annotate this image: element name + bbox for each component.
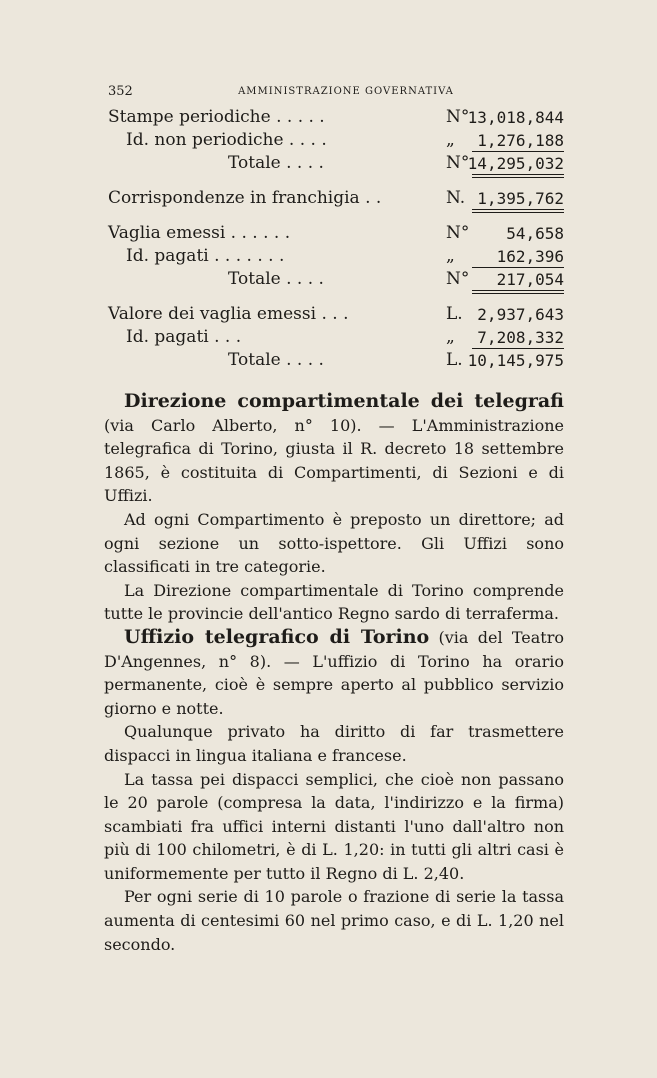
paragraph-uffizio	[104, 626, 564, 720]
stat-label: Totale . . . .	[228, 350, 324, 370]
stat-unit: L.	[446, 350, 463, 370]
stat-value: 162,396	[496, 247, 564, 266]
stat-value: 217,054	[496, 270, 564, 289]
paragraph-direzione-body: (via Carlo Alberto, n° 10). — L'Amministrazione telegrafica di Torino, giusta il R. decreto 18 settembre 1865, è costituita di Compartimenti, di Sezioni e di Uffizi.	[104, 415, 564, 506]
stat-value: 1,395,762	[477, 189, 564, 208]
double-rule	[472, 174, 564, 175]
paragraph-provincie: La Direzione compartimentale di Torino comprende tutte le provincie dell'antico Regno sardo di terraferma.	[104, 580, 564, 624]
stat-value: 13,018,844	[467, 108, 564, 127]
section-heading-uffizio: Uffizio telegrafico di Torino	[124, 625, 430, 648]
stat-label: Id. pagati . . .	[126, 327, 242, 347]
stat-value: 14,295,032	[467, 154, 564, 173]
statistics-table	[108, 106, 564, 372]
double-rule	[472, 209, 564, 210]
stat-label: Totale . . . .	[228, 153, 324, 173]
double-rule	[472, 212, 564, 213]
stat-label: Stampe periodiche . . . . .	[108, 107, 325, 127]
stat-unit: N°	[446, 223, 470, 243]
stat-value: 54,658	[506, 224, 564, 243]
paragraph-serie: Per ogni serie di 10 parole o frazione di serie la tassa aumenta di centesimi 60 nel primo caso, e di L. 1,20 nel secondo.	[104, 887, 564, 954]
paragraph-direzione	[104, 390, 564, 508]
stat-value: 10,145,975	[467, 351, 564, 370]
running-head: AMMINISTRAZIONE GOVERNATIVA	[238, 86, 454, 97]
stat-unit: „	[446, 130, 455, 150]
stat-row	[108, 129, 564, 152]
stat-row	[108, 106, 564, 129]
stat-unit: N°	[446, 269, 470, 289]
paragraph-privato: Qualunque privato ha diritto di far trasmettere dispacci in lingua italiana e francese.	[104, 722, 564, 765]
stat-unit: N.	[446, 188, 466, 208]
stat-unit: „	[446, 246, 455, 266]
paragraph-tassa: La tassa pei dispacci semplici, che cioè non passano le 20 parole (compresa la data, l'indirizzo e la firma) scambiati fra uffici interni distanti l'uno dall'altro non più di 100 chilometri, è di L. 1,20: in tutti gli altri casi è uniformemente per tutto il Regno di L. 2,40.	[104, 769, 564, 883]
double-rule	[472, 293, 564, 294]
stat-label: Id. non periodiche . . . .	[126, 130, 327, 150]
stat-unit: „	[446, 327, 455, 347]
stat-row	[108, 349, 564, 372]
stat-row	[108, 326, 564, 349]
stat-row	[108, 187, 564, 210]
stat-unit: N°	[446, 153, 470, 173]
page-header	[108, 84, 560, 102]
stat-row	[108, 268, 564, 291]
stat-value: 1,276,188	[477, 131, 564, 150]
body-text	[104, 390, 564, 956]
stat-row	[108, 152, 564, 175]
stat-value: 7,208,332	[477, 328, 564, 347]
stat-label: Id. pagati . . . . . . .	[126, 246, 285, 266]
double-rule	[472, 177, 564, 178]
stat-unit: N°	[446, 107, 470, 127]
stat-row	[108, 245, 564, 268]
stat-label: Vaglia emessi . . . . . .	[108, 223, 291, 243]
stat-label: Totale . . . .	[228, 269, 324, 289]
stat-row	[108, 303, 564, 326]
stat-value: 2,937,643	[477, 305, 564, 324]
double-rule	[472, 290, 564, 291]
stat-label: Valore dei vaglia emessi . . .	[108, 304, 349, 324]
paragraph-compartimento: Ad ogni Compartimento è preposto un direttore; ad ogni sezione un sotto-ispettore. Gli Uffizi sono classificati in tre categorie.	[104, 509, 564, 577]
section-heading-direzione: Direzione compartimentale dei telegrafi	[124, 390, 564, 412]
stat-unit: L.	[446, 304, 463, 324]
page-number: 352	[108, 84, 133, 99]
stat-label: Corrispondenze in franchigia . .	[108, 188, 382, 208]
paragraph-uffizio-body: (via del Teatro D'Angennes, n° 8). — L'uffizio di Torino ha orario permanente, cioè è sempre aperto al pubblico servizio giorno e notte.	[104, 627, 565, 718]
stat-row	[108, 222, 564, 245]
